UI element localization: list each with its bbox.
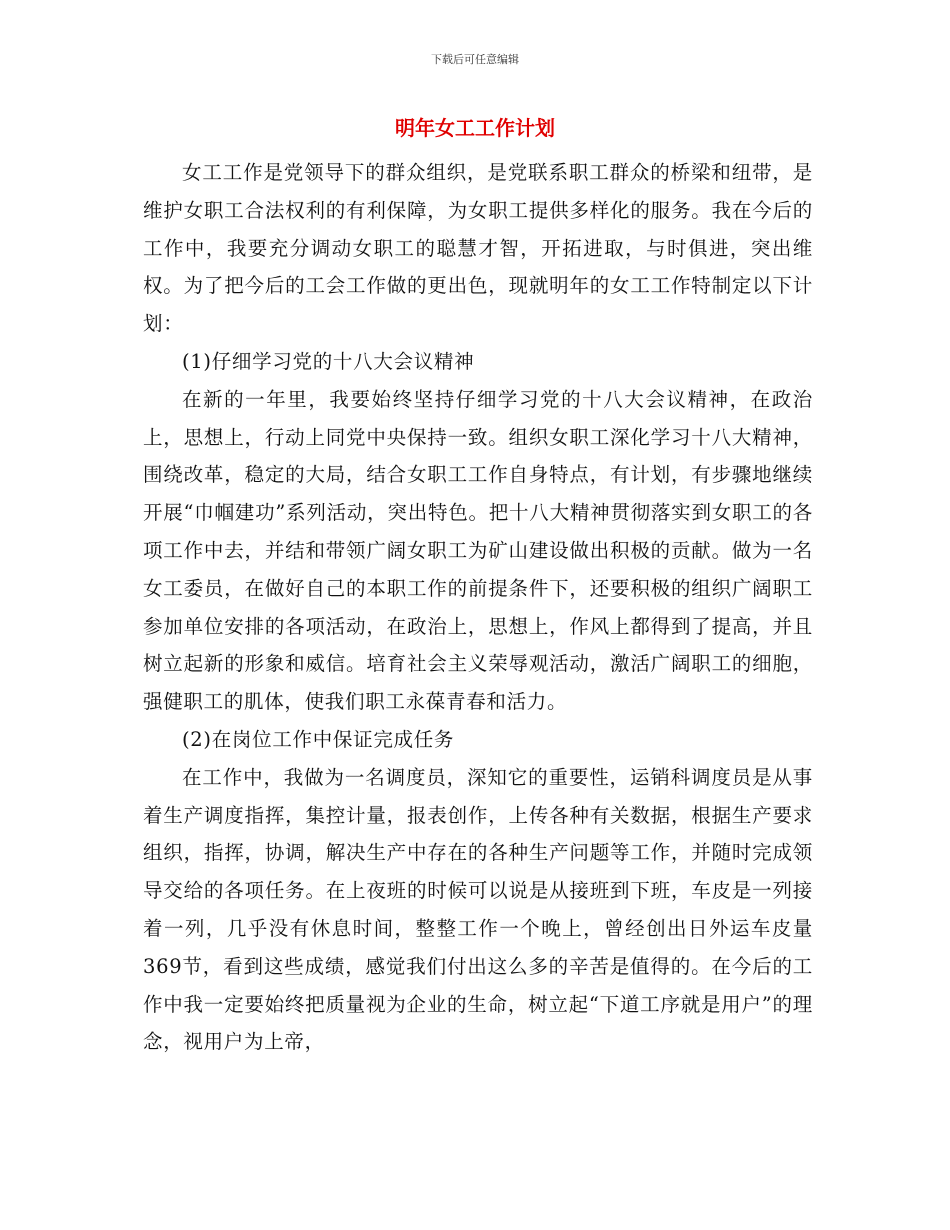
section-heading-1: (1)仔细学习党的十八大会议精神 (182, 349, 475, 373)
page-header-note: 下载后可任意编辑 (431, 53, 519, 66)
paragraph-intro: 女工工作是党领导下的群众组织，是党联系职工群众的桥梁和纽带，是维护女职工合法权利的有利保障，为女职工提供多样化的服务。我在今后的工作中，我要充分调动女职工的聪慧才智，开拓进取，与时俱进，突出维权。为了把今后的工会工作做的更出色，现就明年的女工工作特制定以下计划： (143, 161, 813, 336)
paragraph-section-1: 在新的一年里，我要始终坚持仔细学习党的十八大会议精神，在政治上，思想上，行动上同党中央保持一致。组织女职工深化学习十八大精神，围绕改革，稳定的大局，结合女职工工作自身特点，有计划，有步骤地继续开展“巾帼建功”系列活动，突出特色。把十八大精神贯彻落实到女职工的各项工作中去，并结和带领广阔女职工为矿山建设做出积极的贡献。做为一名女工委员，在做好自己的本职工作的前提条件下，还要积极的组织广阔职工参加单位安排的各项活动，在政治上，思想上，作风上都得到了提高，并且树立起新的形象和威信。培育社会主义荣辱观活动，激活广阔职工的细胞，强健职工的肌体，使我们职工永葆青春和活力。 (143, 387, 813, 714)
section-heading-2: (2)在岗位工作中保证完成任务 (182, 727, 455, 751)
document-title: 明年女工工作计划 (395, 116, 555, 140)
paragraph-section-2: 在工作中，我做为一名调度员，深知它的重要性，运销科调度员是从事着生产调度指挥，集控计量，报表创作，上传各种有关数据，根据生产要求组织，指挥，协调，解决生产中存在的各种生产问题等工作，并随时完成领导交给的各项任务。在上夜班的时候可以说是从接班到下班，车皮是一列接着一列，几乎没有休息时间，整整工作一个晚上，曾经创出日外运车皮量369节，看到这些成绩，感觉我们付出这么多的辛苦是值得的。在今后的工作中我一定要始终把质量视为企业的生命，树立起“下道工序就是用户”的理念，视用户为上帝， (143, 765, 813, 1054)
document-body (143, 154, 813, 1061)
